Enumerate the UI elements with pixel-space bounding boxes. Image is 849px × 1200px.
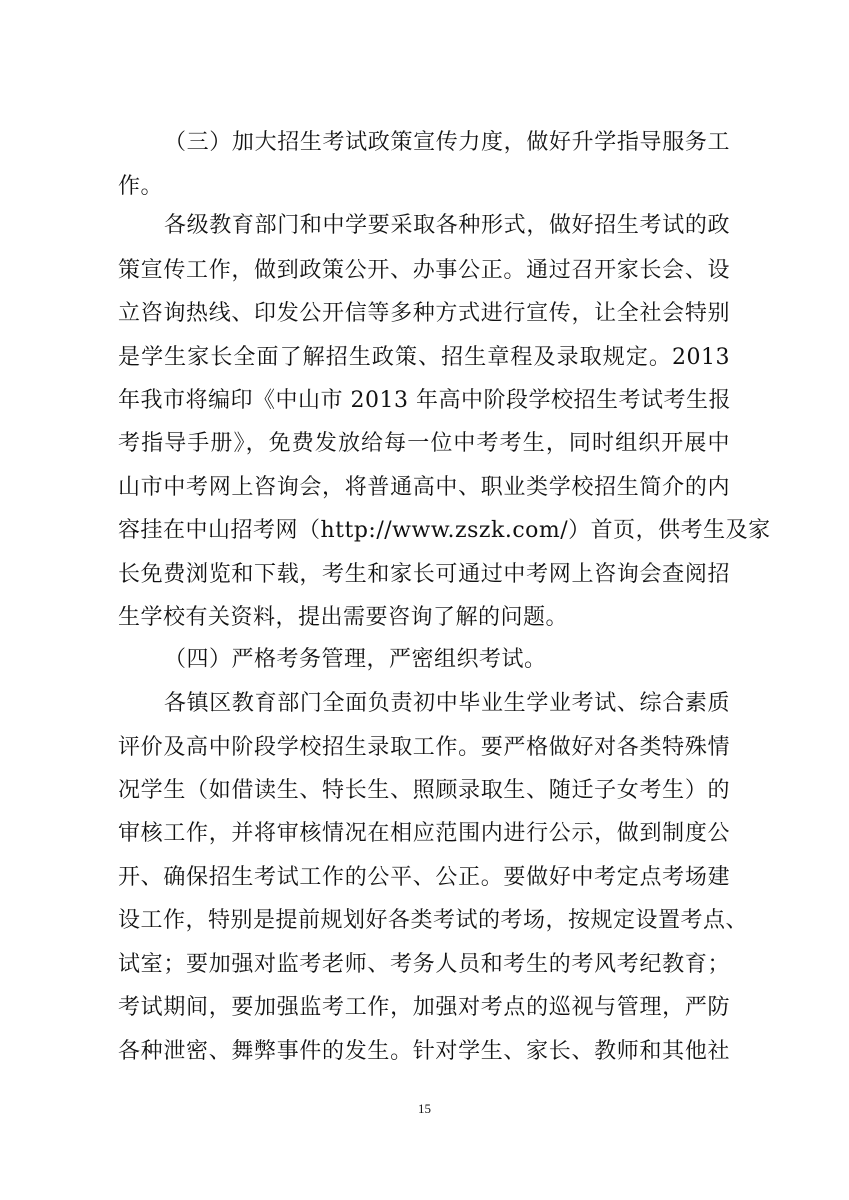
- paragraph-line: 开、确保招生考试工作的公平、公正。要做好中考定点考场建: [118, 865, 730, 890]
- section-heading-3-line-1: （三）加大招生考试政策宣传力度，做好升学指导服务工: [164, 130, 730, 155]
- paragraph-line: 年我市将编印《中山市 2013 年高中阶段学校招生考试考生报: [118, 388, 731, 413]
- paragraph-line: 是学生家长全面了解招生政策、招生章程及录取规定。2013: [118, 345, 730, 370]
- page-number: 15: [418, 1101, 431, 1116]
- paragraph-line: 审核工作，并将审核情况在相应范围内进行公示，做到制度公: [118, 821, 730, 846]
- paragraph-line: 况学生（如借读生、特长生、照顾录取生、随迁子女考生）的: [118, 778, 730, 803]
- paragraph-line: 试室；要加强对监考老师、考务人员和考生的考风考纪教育；: [118, 952, 730, 977]
- paragraph-line: 各镇区教育部门全面负责初中毕业生学业考试、综合素质: [164, 691, 730, 716]
- paragraph-line: 山市中考网上咨询会，将普通高中、职业类学校招生简介的内: [118, 475, 730, 500]
- paragraph-line: 考试期间，要加强监考工作，加强对考点的巡视与管理，严防: [118, 995, 730, 1020]
- section-heading-3-line-2: 作。: [118, 174, 164, 199]
- paragraph-line: 长免费浏览和下载，考生和家长可通过中考网上咨询会查阅招: [118, 562, 730, 587]
- paragraph-line: 生学校有关资料，提出需要咨询了解的问题。: [118, 605, 569, 630]
- paragraph-line: 策宣传工作，做到政策公开、办事公正。通过召开家长会、设: [118, 258, 730, 283]
- paragraph-line: 立咨询热线、印发公开信等多种方式进行宣传，让全社会特别: [118, 301, 730, 326]
- paragraph-line: 各级教育部门和中学要采取各种形式，做好招生考试的政: [164, 213, 730, 238]
- paragraph-line: 评价及高中阶段学校招生录取工作。要严格做好对各类特殊情: [118, 735, 730, 760]
- paragraph-line: 各种泄密、舞弊事件的发生。针对学生、家长、教师和其他社: [118, 1039, 730, 1064]
- paragraph-line: 考指导手册》，免费发放给每一位中考考生，同时组织开展中: [118, 431, 730, 456]
- paragraph-line: 设工作，特别是提前规划好各类考试的考场，按规定设置考点、: [118, 908, 749, 933]
- paragraph-line-with-url: 容挂在中山招考网（http://www.zszk.com/）首页，供考生及家: [118, 518, 771, 543]
- section-heading-4: （四）严格考务管理，严密组织考试。: [164, 647, 547, 672]
